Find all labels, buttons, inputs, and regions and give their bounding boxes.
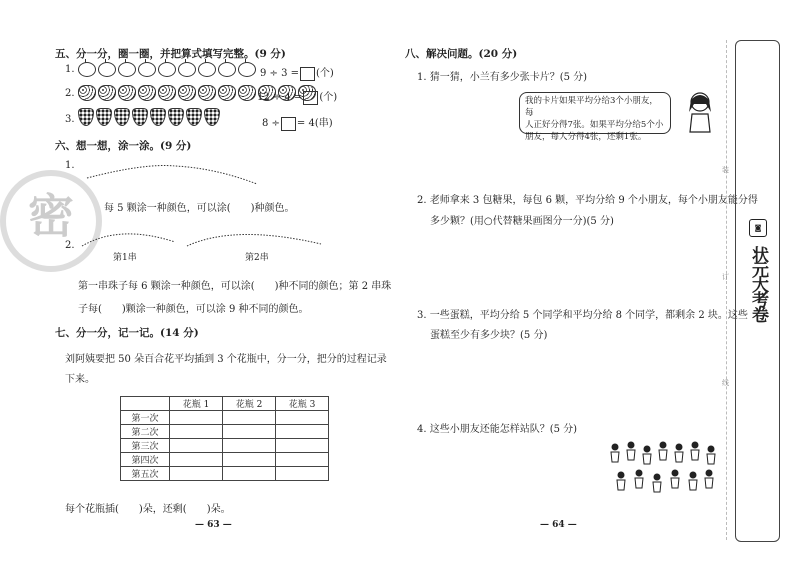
answer-cell[interactable] bbox=[170, 453, 223, 467]
child-figure bbox=[671, 470, 679, 489]
sec8-q3-line2: 蛋糕至少有多少块？(5 分) bbox=[430, 330, 548, 341]
answer-box[interactable] bbox=[303, 91, 318, 105]
orange-icon bbox=[118, 62, 136, 77]
child-figure bbox=[675, 444, 683, 463]
grape-icon bbox=[96, 108, 112, 126]
section8-title: 八、解决问题。(20 分) bbox=[405, 48, 518, 60]
section5-title: 五、分一分，圈一圈，并把算式填写完整。(9 分) bbox=[55, 48, 286, 60]
bead-chain-2a bbox=[80, 222, 180, 250]
strawberry-icon bbox=[138, 85, 156, 101]
orange-icon bbox=[178, 62, 196, 77]
margin-char-2: 订 bbox=[722, 273, 729, 281]
grape-icon bbox=[132, 108, 148, 126]
row-label: 第五次 bbox=[121, 467, 170, 481]
orange-icon bbox=[138, 62, 156, 77]
answer-box[interactable] bbox=[281, 117, 296, 131]
orange-icon bbox=[238, 62, 256, 77]
child-figure bbox=[643, 446, 651, 465]
answer-cell[interactable] bbox=[170, 467, 223, 481]
section6-title: 六、想一想，涂一涂。(9 分) bbox=[55, 140, 192, 152]
brand-logo-icon: ◙ bbox=[749, 219, 767, 237]
sec8-q3-line1: 3. 一些蛋糕，平均分给 5 个同学和平均分给 8 个同学，都剩余 2 块。这些 bbox=[417, 310, 748, 321]
sec6-q2-line1: 第一串珠子每 6 颗涂一种颜色，可以涂( )种不同的颜色；第 2 串珠 bbox=[78, 281, 392, 292]
child-figure bbox=[707, 446, 715, 465]
answer-cell[interactable] bbox=[223, 453, 276, 467]
table-header-cell: 花瓶 3 bbox=[276, 397, 329, 411]
answer-cell[interactable] bbox=[223, 439, 276, 453]
strawberry-icon bbox=[78, 85, 96, 101]
answer-cell[interactable] bbox=[276, 453, 329, 467]
sec8-q2-line2: 多少颗？(用○代替糖果画图分一分)(5 分) bbox=[430, 216, 614, 227]
table-row bbox=[121, 411, 329, 425]
row-label: 第一次 bbox=[121, 411, 170, 425]
sec5-q2-equation: 12 ÷ 4 = (个) bbox=[257, 92, 338, 103]
table-row bbox=[121, 467, 329, 481]
table-row bbox=[121, 425, 329, 439]
child-figure bbox=[635, 470, 643, 489]
speech-bubble: 我的卡片如果平均分给3个小朋友，每 人正好分得7张。如果平均分给5个小 朋友，每人分得4张，还剩1张。 bbox=[519, 92, 671, 134]
binding-line bbox=[726, 40, 727, 540]
grape-row bbox=[78, 108, 220, 126]
sec6-q1-text: 每 5 颗涂一种颜色，可以涂( )种颜色。 bbox=[104, 203, 295, 214]
chain1-label: 第1串 bbox=[113, 253, 137, 263]
orange-icon bbox=[158, 62, 176, 77]
sec6-q1-num: 1. bbox=[65, 160, 75, 171]
sec8-q4: 4. 这些小朋友还能怎样站队？(5 分) bbox=[417, 424, 578, 435]
answer-cell[interactable] bbox=[276, 467, 329, 481]
table-header-cell: 花瓶 2 bbox=[223, 397, 276, 411]
section7-title: 七、分一分，记一记。(14 分) bbox=[55, 327, 199, 339]
margin-char-3: 线 bbox=[722, 379, 729, 387]
page-number-right: — 64 — bbox=[540, 520, 577, 530]
margin-char-1: 装 bbox=[722, 166, 729, 174]
orange-icon bbox=[78, 62, 96, 77]
strawberry-icon bbox=[98, 85, 116, 101]
answer-cell[interactable] bbox=[223, 411, 276, 425]
grape-icon bbox=[168, 108, 184, 126]
child-figure bbox=[659, 442, 667, 461]
bead-chain-2b bbox=[185, 222, 325, 250]
child-figure bbox=[611, 444, 619, 463]
strawberry-icon bbox=[238, 85, 256, 101]
table-header-cell: 花瓶 1 bbox=[170, 397, 223, 411]
bead-chain-1 bbox=[85, 158, 260, 188]
sec8-q1: 1. 猜一猜，小兰有多少张卡片？(5 分) bbox=[417, 72, 588, 83]
orange-icon bbox=[98, 62, 116, 77]
sec5-q3-num: 3. bbox=[65, 114, 75, 125]
strawberry-icon bbox=[178, 85, 196, 101]
answer-cell[interactable] bbox=[276, 439, 329, 453]
table-header-cell bbox=[121, 397, 170, 411]
answer-cell[interactable] bbox=[170, 439, 223, 453]
brand-title: 状元大考卷 bbox=[748, 246, 768, 321]
girl-illustration bbox=[682, 90, 718, 134]
child-figure bbox=[705, 470, 713, 489]
watermark-stamp: 密 bbox=[0, 170, 102, 272]
sec6-q2-line2: 子每( )颗涂一种颜色，可以涂 9 种不同的颜色。 bbox=[78, 304, 309, 315]
strawberry-icon bbox=[218, 85, 236, 101]
orange-icon bbox=[198, 62, 216, 77]
grape-icon bbox=[204, 108, 220, 126]
child-figure bbox=[689, 472, 697, 491]
sec7-answer: 每个花瓶插( )朵，还剩( )朵。 bbox=[65, 504, 231, 515]
sec8-q2-line1: 2. 老师拿来 3 包糖果，每包 6 颗，平均分给 9 个小朋友，每个小朋友能分得 bbox=[417, 195, 758, 206]
table-row bbox=[121, 439, 329, 453]
orange-icon bbox=[218, 62, 236, 77]
children-illustration bbox=[607, 440, 722, 500]
child-figure bbox=[627, 442, 635, 461]
page-number-left: — 63 — bbox=[195, 520, 232, 530]
table-row bbox=[121, 453, 329, 467]
row-label: 第四次 bbox=[121, 453, 170, 467]
brand-sidebar bbox=[735, 40, 780, 542]
row-label: 第二次 bbox=[121, 425, 170, 439]
answer-cell[interactable] bbox=[223, 425, 276, 439]
grape-icon bbox=[150, 108, 166, 126]
sec6-q2-num: 2. bbox=[65, 240, 75, 251]
answer-cell[interactable] bbox=[170, 411, 223, 425]
sec5-q1-num: 1. bbox=[65, 64, 75, 75]
answer-cell[interactable] bbox=[276, 425, 329, 439]
strawberry-icon bbox=[158, 85, 176, 101]
row-label: 第三次 bbox=[121, 439, 170, 453]
grape-icon bbox=[114, 108, 130, 126]
sec5-q1-equation: 9 ÷ 3 = (个) bbox=[260, 68, 334, 79]
flower-vase-table bbox=[120, 396, 329, 481]
chain2-label: 第2串 bbox=[245, 253, 269, 263]
answer-box[interactable] bbox=[300, 67, 315, 81]
sec5-q3-equation: 8 ÷ = 4(串) bbox=[262, 118, 333, 129]
answer-cell[interactable] bbox=[223, 467, 276, 481]
orange-row bbox=[78, 62, 256, 77]
child-figure bbox=[691, 442, 699, 461]
grape-icon bbox=[78, 108, 94, 126]
answer-cell[interactable] bbox=[276, 411, 329, 425]
sec7-text-line2: 下来。 bbox=[65, 374, 95, 385]
sec7-text-line1: 刘阿姨要把 50 朵百合花平均插到 3 个花瓶中，分一分，把分的过程记录 bbox=[65, 354, 387, 365]
child-figure bbox=[653, 474, 661, 493]
strawberry-icon bbox=[118, 85, 136, 101]
strawberry-icon bbox=[198, 85, 216, 101]
child-figure bbox=[617, 472, 625, 491]
sec5-q2-num: 2. bbox=[65, 88, 75, 99]
grape-icon bbox=[186, 108, 202, 126]
answer-cell[interactable] bbox=[170, 425, 223, 439]
